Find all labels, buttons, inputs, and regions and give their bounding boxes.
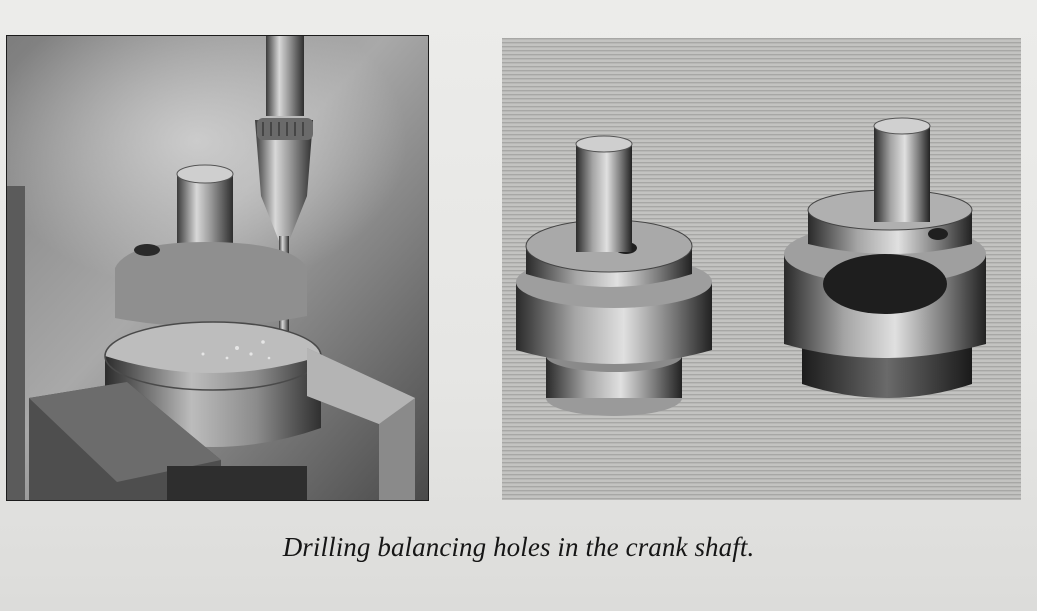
figure-caption: Drilling balancing holes in the crank shaft. <box>282 532 755 562</box>
crankshafts-photo <box>502 38 1021 500</box>
drilling-photo <box>6 35 429 501</box>
crankshafts-photo-illustration <box>502 38 1021 500</box>
drilling-photo-illustration <box>7 36 428 500</box>
